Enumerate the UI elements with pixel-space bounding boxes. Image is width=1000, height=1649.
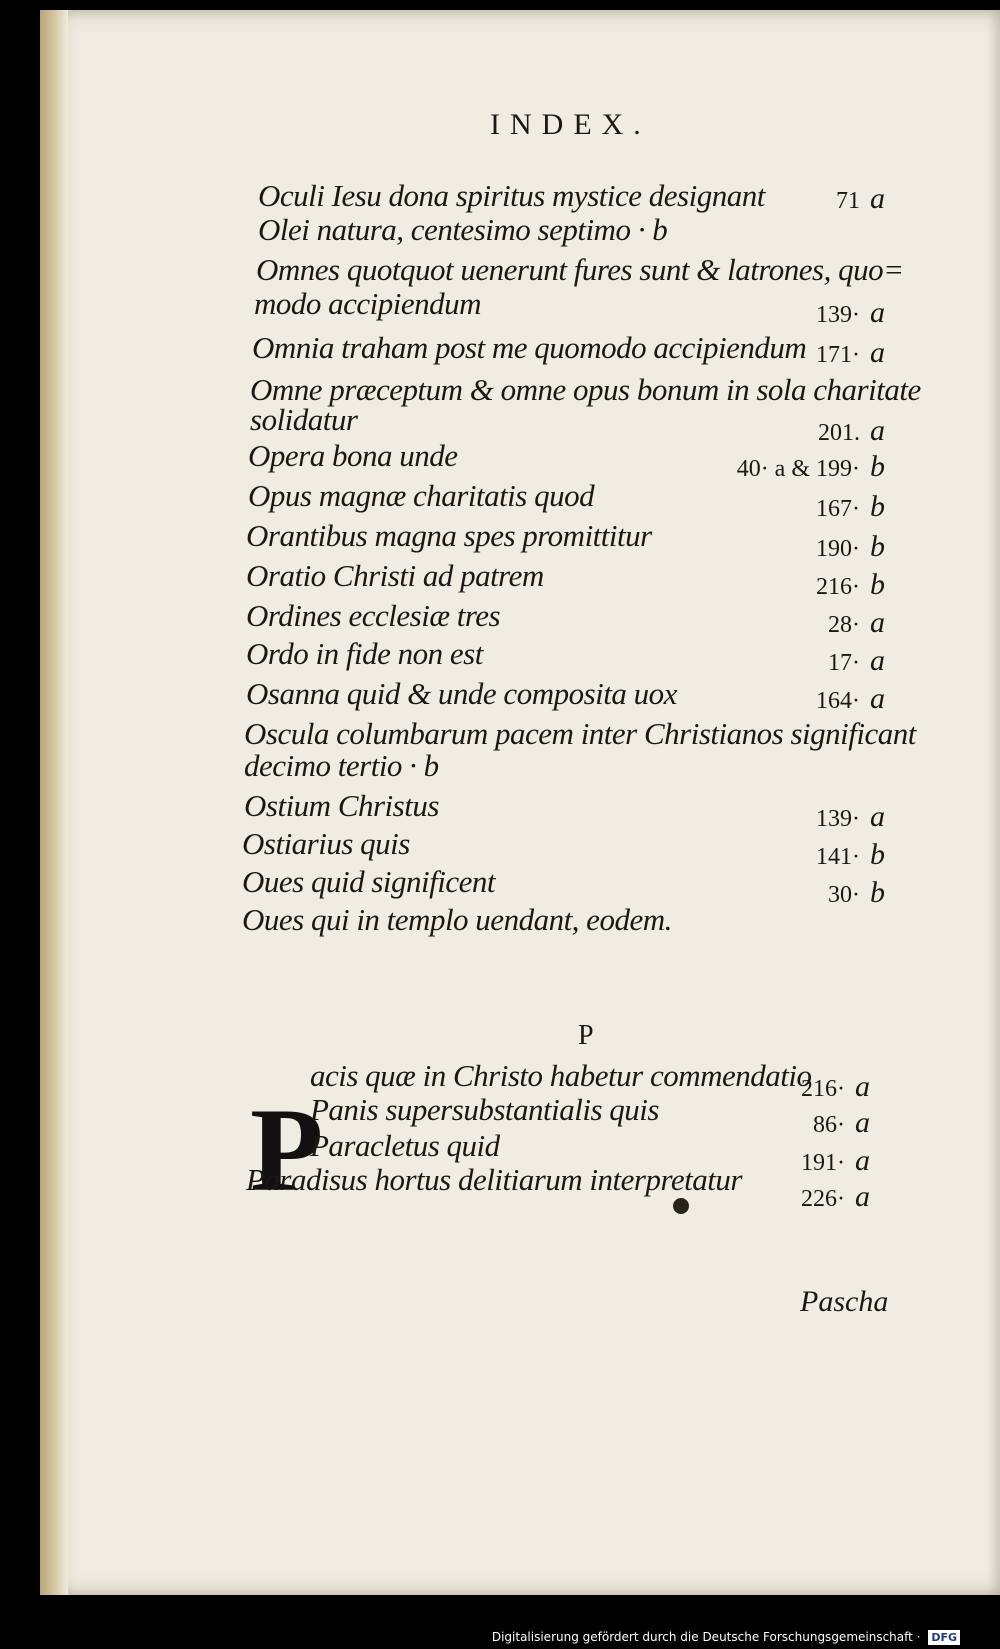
page-reference <box>813 1106 870 1140</box>
reference-page-number: 86· <box>813 1112 845 1138</box>
page-binding-edge <box>40 10 68 1595</box>
footer-text: Digitalisierung gefördert durch die Deutsche Forschungsgemeinschaft <box>491 1630 913 1644</box>
page-reference <box>801 1070 870 1104</box>
page-reference <box>818 414 885 448</box>
section-letter: P <box>578 1020 594 1051</box>
reference-column-letter: a <box>870 644 885 677</box>
reference-page-number: 30· <box>828 882 860 908</box>
index-entry: Paradisus hortus delitiarum interpretatur <box>246 1162 742 1197</box>
page-reference <box>816 568 885 602</box>
index-entry: Oues quid significent <box>242 864 495 899</box>
ink-blot <box>673 1198 689 1214</box>
index-entry: Panis supersubstantialis quis <box>310 1092 659 1127</box>
index-entry: Oratio Christi ad patrem <box>246 558 544 593</box>
reference-column-letter: a <box>870 682 885 715</box>
reference-page-number: 40· a & 199· <box>736 456 860 482</box>
index-entry: Oscula columbarum pacem inter Christianos significant <box>244 716 916 751</box>
reference-page-number: 190· <box>816 536 860 562</box>
index-entry: modo accipiendum <box>254 286 482 321</box>
index-entry: acis quæ in Christo habetur commendatio <box>310 1058 812 1093</box>
reference-column-letter: b <box>870 876 885 909</box>
page-reference <box>828 644 885 678</box>
reference-page-number: 139· <box>816 302 860 328</box>
page-reference <box>737 450 885 484</box>
index-entry: Olei natura, centesimo septimo · b <box>258 212 668 247</box>
reference-column-letter: b <box>870 838 885 871</box>
reference-column-letter: a <box>855 1144 870 1177</box>
footer-bar: Digitalisierung gefördert durch die Deutsche Forschungsgemeinschaft · DFG <box>0 1626 1000 1648</box>
page-reference <box>836 182 885 216</box>
reference-column-letter: a <box>870 414 885 447</box>
index-entry: Paracletus quid <box>310 1128 500 1163</box>
reference-column-letter: a <box>855 1180 870 1213</box>
reference-page-number: 216· <box>801 1076 845 1102</box>
index-entry: Orantibus magna spes promittitur <box>246 518 652 553</box>
page-reference <box>816 800 885 834</box>
index-entry: Oculi Iesu dona spiritus mystice designant <box>258 178 765 213</box>
reference-column-letter: a <box>855 1106 870 1139</box>
index-entry: Opus magnæ charitatis quod <box>248 478 595 513</box>
index-entry: decimo tertio · b <box>244 748 439 783</box>
reference-column-letter: a <box>870 800 885 833</box>
decorative-initial: P <box>250 1083 324 1216</box>
dfg-logo: DFG <box>928 1630 960 1645</box>
reference-page-number: 191· <box>801 1150 845 1176</box>
page-reference <box>816 336 885 370</box>
reference-column-letter: b <box>870 530 885 563</box>
reference-column-letter: b <box>870 490 885 523</box>
page-reference <box>801 1144 870 1178</box>
reference-page-number: 164· <box>816 688 860 714</box>
page-reference <box>828 606 885 640</box>
reference-page-number: 141· <box>816 844 860 870</box>
index-entry: Omnes quotquot uenerunt fures sunt & latrones, quo= <box>256 252 904 287</box>
reference-page-number: 28· <box>828 612 860 638</box>
reference-page-number: 167· <box>816 496 860 522</box>
index-entry: Oues qui in templo uendant, eodem. <box>242 902 672 937</box>
reference-page-number: 216· <box>816 574 860 600</box>
reference-page-number: 71 <box>836 188 860 214</box>
reference-page-number: 17· <box>828 650 860 676</box>
reference-column-letter: a <box>855 1070 870 1103</box>
index-entry: Osanna quid & unde composita uox <box>246 676 677 711</box>
reference-page-number: 171· <box>816 342 860 368</box>
index-entry: Ostiarius quis <box>242 826 410 861</box>
reference-column-letter: b <box>870 568 885 601</box>
reference-column-letter: a <box>870 182 885 215</box>
page-reference <box>828 876 885 910</box>
reference-column-letter: b <box>870 450 885 483</box>
index-entry: Ordines ecclesiæ tres <box>246 598 501 633</box>
index-entry: Omne præceptum & omne opus bonum in sola charitate <box>250 372 921 407</box>
catchword: Pascha <box>800 1285 889 1318</box>
reference-page-number: 201. <box>818 420 860 446</box>
index-entry: Opera bona unde <box>248 438 458 473</box>
reference-page-number: 139· <box>816 806 860 832</box>
index-entry: solidatur <box>250 402 358 437</box>
page-header: INDEX. <box>490 108 651 141</box>
index-entry: Ostium Christus <box>244 788 439 823</box>
page-reference <box>816 490 885 524</box>
reference-column-letter: a <box>870 296 885 329</box>
index-entry: Ordo in fide non est <box>246 636 483 671</box>
reference-column-letter: a <box>870 336 885 369</box>
page-reference <box>801 1180 870 1214</box>
page-reference <box>816 530 885 564</box>
reference-column-letter: a <box>870 606 885 639</box>
page-reference <box>816 296 885 330</box>
reference-page-number: 226· <box>801 1186 845 1212</box>
page-reference <box>816 682 885 716</box>
index-entry: Omnia traham post me quomodo accipiendum <box>252 330 807 365</box>
page-reference <box>816 838 885 872</box>
